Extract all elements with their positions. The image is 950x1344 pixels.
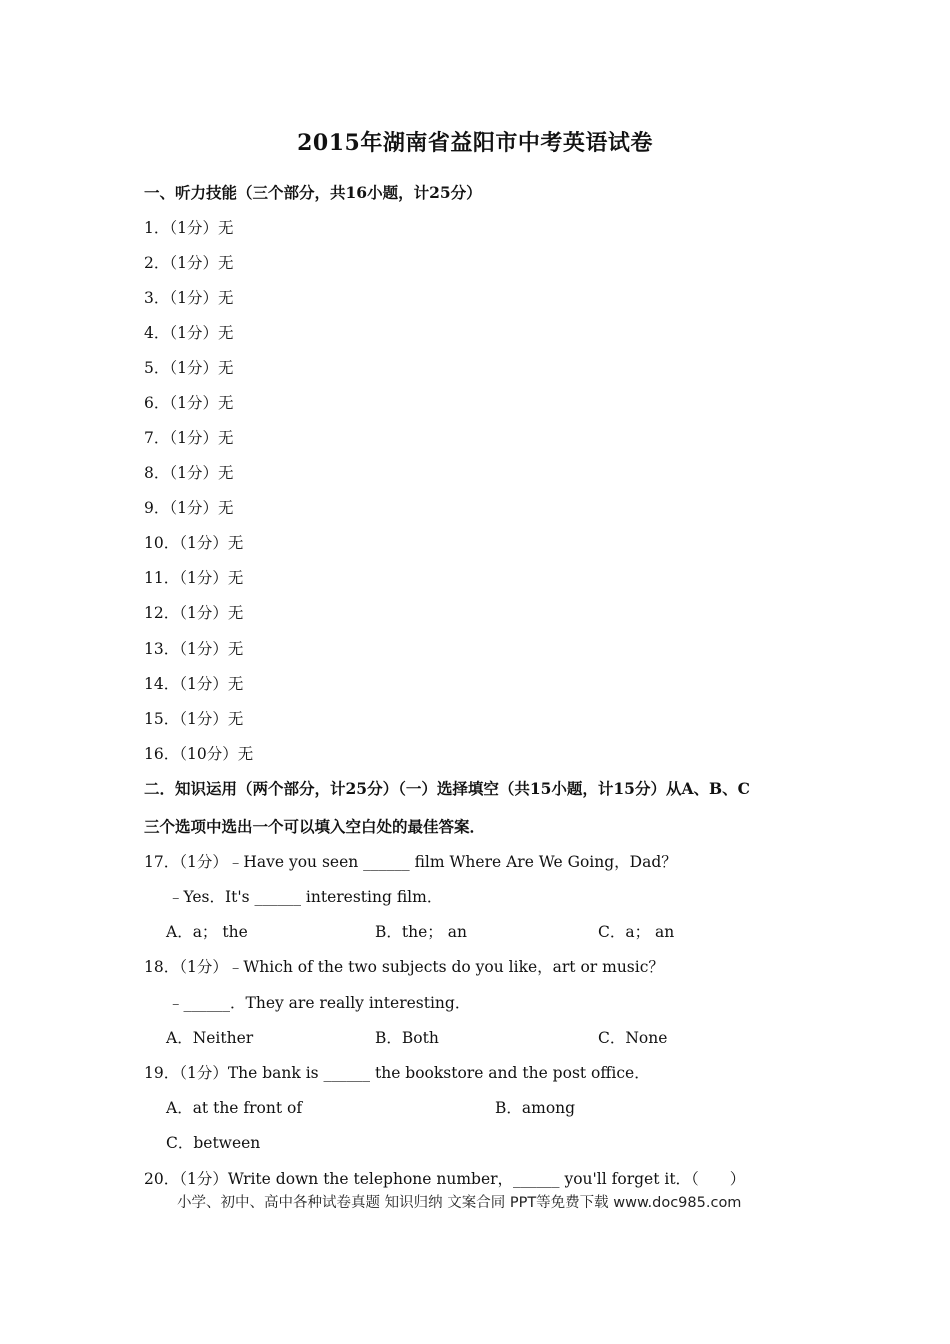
list-item: 4．（1分）无 bbox=[144, 324, 234, 342]
question-18-option-a: A．Neither bbox=[166, 1029, 254, 1047]
list-item: 14．（1分）无 bbox=[144, 675, 244, 693]
question-20-stem: 20．（1分）Write down the telephone number，______ you'll forget it．（ ） bbox=[144, 1170, 746, 1188]
question-18-option-b: B．Both bbox=[375, 1029, 439, 1047]
question-17-option-b: B．the； an bbox=[375, 923, 467, 941]
list-item: 15．（1分）无 bbox=[144, 710, 244, 728]
list-item: 2．（1分）无 bbox=[144, 254, 234, 272]
question-18-stem-2: ﹣______．They are really interesting． bbox=[168, 994, 471, 1012]
list-item: 3．（1分）无 bbox=[144, 289, 234, 307]
section1-heading: 一、听力技能（三个部分，共16小题，计25分） bbox=[144, 183, 482, 202]
question-19-option-b: B．among bbox=[495, 1099, 576, 1117]
list-item: 7．（1分）无 bbox=[144, 429, 234, 447]
list-item: 6．（1分）无 bbox=[144, 394, 234, 412]
question-19-option-a: A．at the front of bbox=[166, 1099, 303, 1117]
list-item: 11．（1分）无 bbox=[144, 569, 244, 587]
list-item: 8．（1分）无 bbox=[144, 464, 234, 482]
page-title: 2015年湖南省益阳市中考英语试卷 bbox=[297, 130, 653, 156]
question-17-stem-2: ﹣Yes．It's ______ interesting film． bbox=[168, 888, 443, 906]
section2-heading: 二．知识运用（两个部分，计25分）（一）选择填空（共15小题，计15分）从A、B、C bbox=[144, 779, 750, 798]
question-19-option-c: C．between bbox=[166, 1134, 261, 1152]
list-item: 9．（1分）无 bbox=[144, 499, 234, 517]
question-18-stem: 18．（1分）﹣Which of the two subjects do you like，art or music？ bbox=[144, 958, 664, 976]
page-footer: 小学、初中、高中各种试卷真题 知识归纳 文案合同 PPT等免费下载 www.doc985.com bbox=[177, 1195, 742, 1211]
question-19-stem: 19．（1分）The bank is ______ the bookstore and the post office． bbox=[144, 1064, 650, 1082]
list-item: 1．（1分）无 bbox=[144, 219, 234, 237]
list-item: 10．（1分）无 bbox=[144, 534, 244, 552]
question-17-option-c: C．a； an bbox=[598, 923, 675, 941]
list-item: 12．（1分）无 bbox=[144, 604, 244, 622]
question-17-stem: 17．（1分）﹣Have you seen ______ film Where Are We Going，Dad？ bbox=[144, 853, 677, 871]
section2-heading-continued: 三个选项中选出一个可以填入空白处的最佳答案． bbox=[144, 817, 486, 836]
list-item: 5．（1分）无 bbox=[144, 359, 234, 377]
list-item: 13．（1分）无 bbox=[144, 640, 244, 658]
list-item: 16．（10分）无 bbox=[144, 745, 254, 763]
question-18-option-c: C．None bbox=[598, 1029, 668, 1047]
question-17-option-a: A．a； the bbox=[166, 923, 248, 941]
